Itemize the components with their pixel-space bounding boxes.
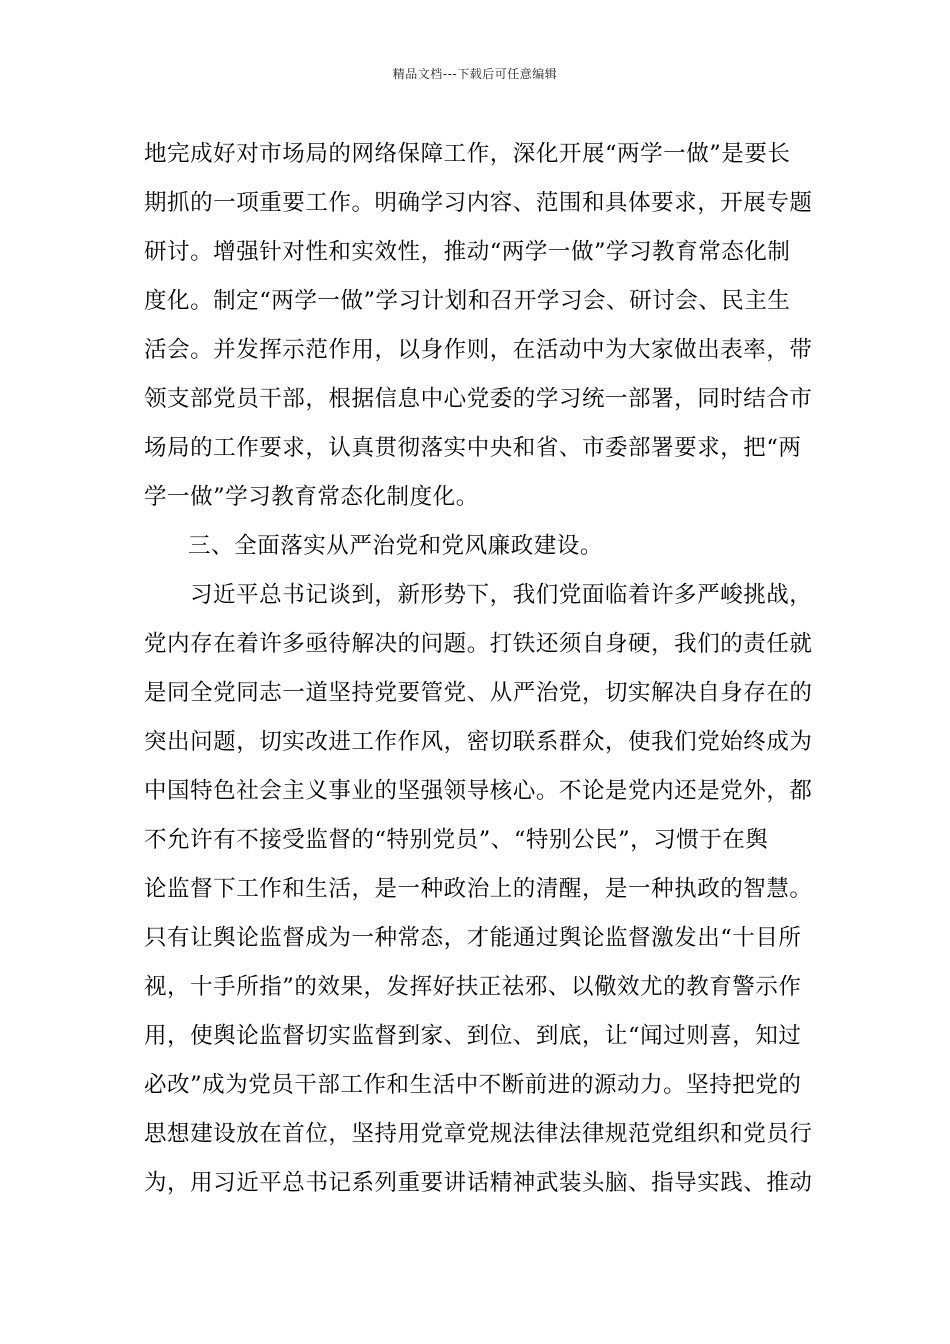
- text-line: 学一做”学习教育常态化制度化。: [144, 484, 479, 510]
- text-line: 活会。并发挥示范作用，以身作则，在活动中为大家做出表率，带: [144, 337, 813, 363]
- text-line: 是同全党同志一道坚持党要管党、从严治党，切实解决自身存在的: [144, 680, 813, 706]
- text-line: 只有让舆论监督成为一种常态，才能通过舆论监督激发出“十目所: [144, 925, 802, 951]
- text-line: 场局的工作要求，认真贯彻落实中央和省、市委部署要求，把“两: [144, 435, 802, 461]
- text-line: 度化。制定“两学一做”学习计划和召开学习会、研讨会、民主生: [144, 288, 791, 314]
- text-line: 论监督下工作和生活，是一种政治上的清醒，是一种执政的智慧。: [144, 876, 813, 902]
- text-line: 领支部党员干部，根据信息中心党委的学习统一部署，同时结合市: [144, 386, 813, 412]
- text-line: 党内存在着许多亟待解决的问题。打铁还须自身硬，我们的责任就: [144, 631, 813, 657]
- text-line: 不允许有不接受监督的“特别党员”、“特别公民”，习惯于在舆: [144, 827, 769, 853]
- page-header: 精品文档---下载后可任意编辑: [392, 67, 558, 81]
- section-heading: 三、全面落实从严治党和党风廉政建设。: [188, 533, 603, 559]
- text-line: 必改”成为党员干部工作和生活中不断前进的源动力。坚持把党的: [144, 1072, 802, 1098]
- text-line: 中国特色社会主义事业的坚强领导核心。不论是党内还是党外，都: [144, 778, 813, 804]
- text-line: 期抓的一项重要工作。明确学习内容、范围和具体要求，开展专题: [144, 190, 813, 216]
- text-line: 用，使舆论监督切实监督到家、到位、到底，让“闻过则喜，知过: [144, 1023, 802, 1049]
- text-line: 研讨。增强针对性和实效性，推动“两学一做”学习教育常态化制: [144, 239, 791, 265]
- text-line: 为，用习近平总书记系列重要讲话精神武装头脑、指导实践、推动: [144, 1170, 813, 1196]
- text-line: 习近平总书记谈到，新形势下，我们党面临着许多严峻挑战，: [190, 582, 813, 608]
- document-body: [144, 130, 813, 1208]
- text-line: 突出问题，切实改进工作作风，密切联系群众，使我们党始终成为: [144, 729, 813, 755]
- text-line: 视，十手所指”的效果，发挥好扶正祛邪、以儆效尤的教育警示作: [144, 974, 802, 1000]
- text-line: 地完成好对市场局的网络保障工作，深化开展“两学一做”是要长: [144, 141, 791, 167]
- text-line: 思想建设放在首位，坚持用党章党规法律法律规范党组织和党员行: [144, 1121, 813, 1147]
